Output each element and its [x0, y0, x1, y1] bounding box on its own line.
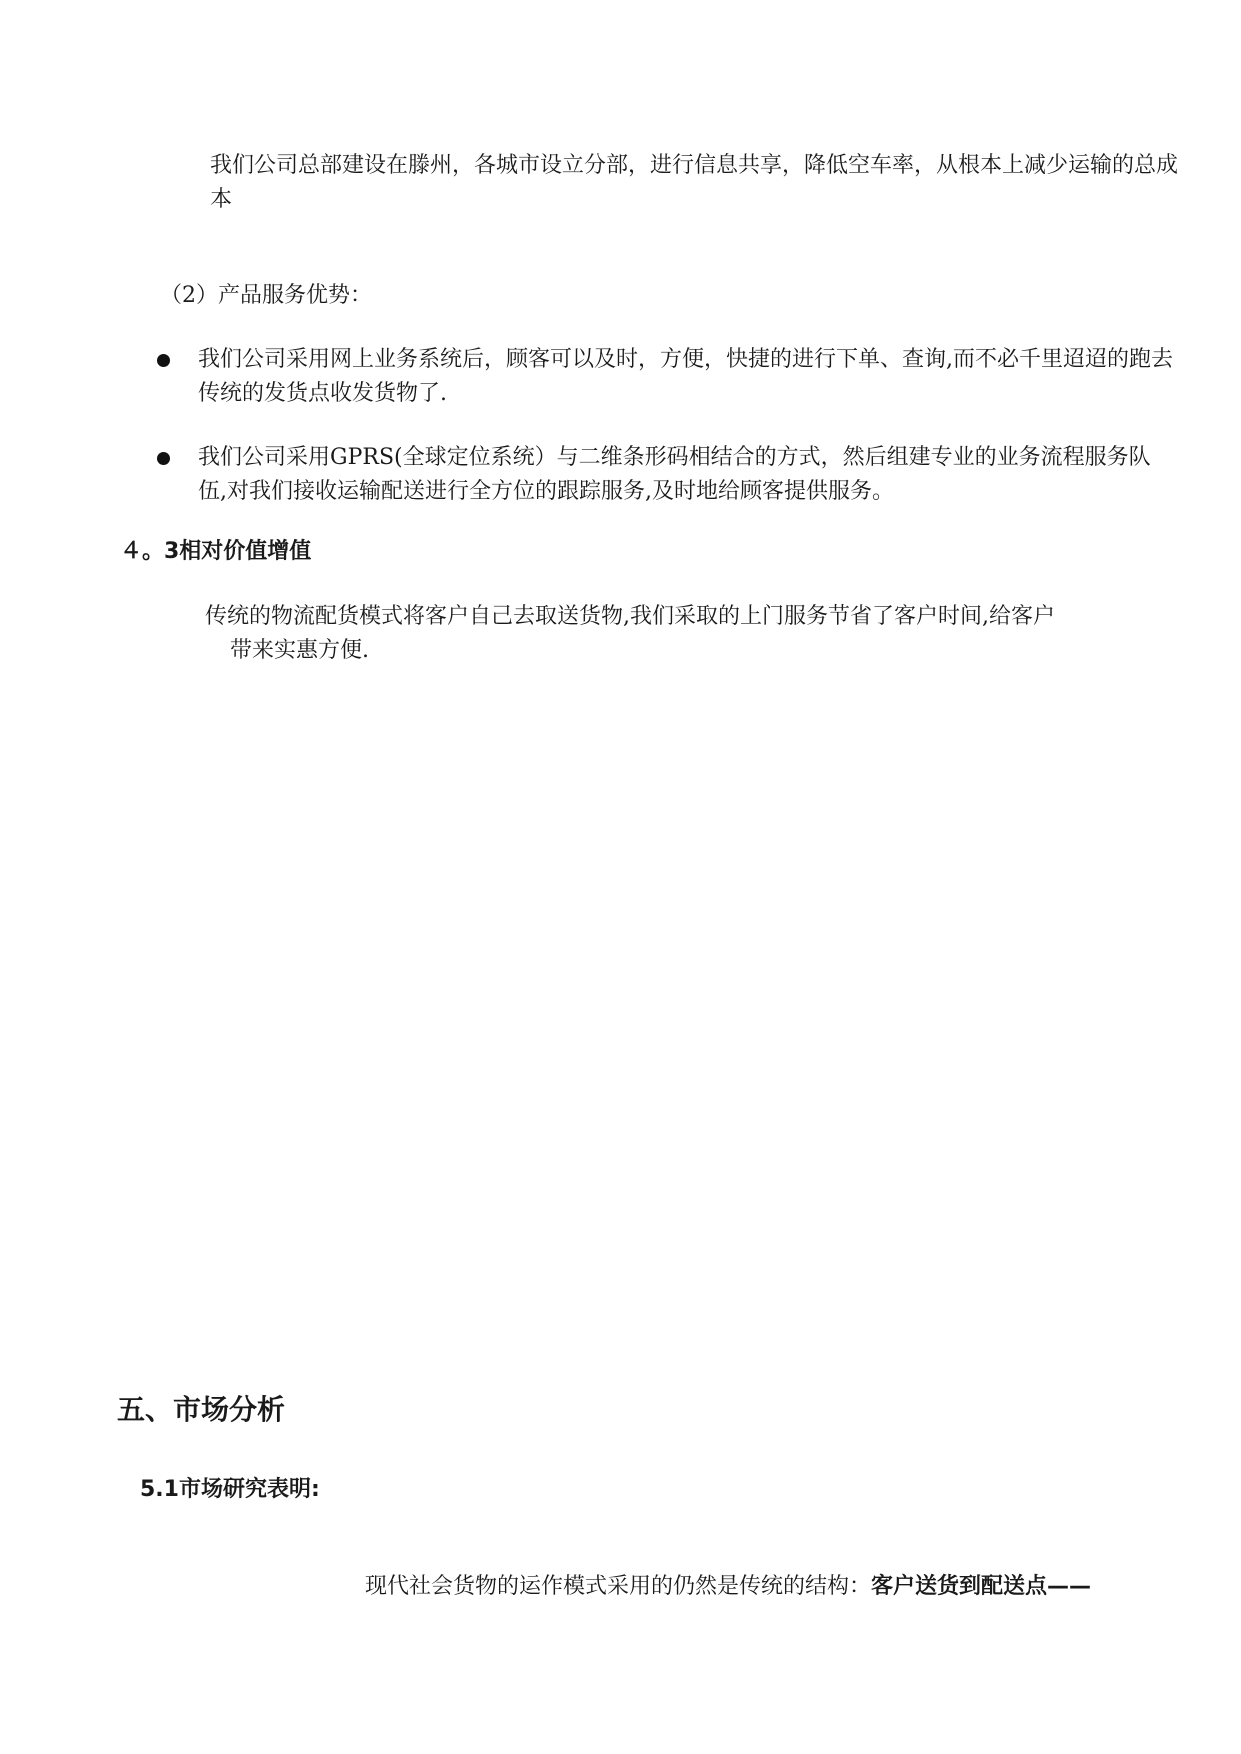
intro-paragraph: 我们公司总部建设在滕州，各城市设立分部，进行信息共享，降低空车率，从根本上减少运输的总成本	[210, 153, 1179, 212]
relative-value-paragraph	[205, 600, 1180, 668]
market-research-bold-text: 客户送货到配送点——	[871, 1574, 1092, 1599]
relative-value-heading: ４。3相对价值增值	[120, 539, 312, 564]
relative-value-line-1: 传统的物流配货模式将客户自己去取送货物,我们采取的上门服务节省了客户时间,给客户	[205, 604, 1055, 629]
bullet-dot-icon	[157, 452, 170, 465]
bullet-text: 我们公司采用网上业务系统后，顾客可以及时，方便，快捷的进行下单、查询,而不必千里迢迢的跑去传统的发货点收发货物了.	[198, 347, 1173, 406]
market-analysis-heading: 五、市场分析	[117, 1393, 286, 1426]
relative-value-line-2: 带来实惠方便.	[230, 638, 369, 663]
market-research-heading: 5.1市场研究表明:	[140, 1477, 320, 1502]
product-service-advantage-heading: （2）产品服务优势：	[160, 283, 372, 308]
market-research-text: 现代社会货物的运作模式采用的仍然是传统的结构：	[365, 1574, 872, 1599]
market-research-paragraph	[365, 1570, 1195, 1604]
bullet-dot-icon	[157, 354, 170, 367]
bullet-text: 我们公司采用GPRS(全球定位系统）与二维条形码相结合的方式，然后组建专业的业务流程服务队伍,对我们接收运输配送进行全方位的跟踪服务,及时地给顾客提供服务。	[198, 445, 1151, 504]
